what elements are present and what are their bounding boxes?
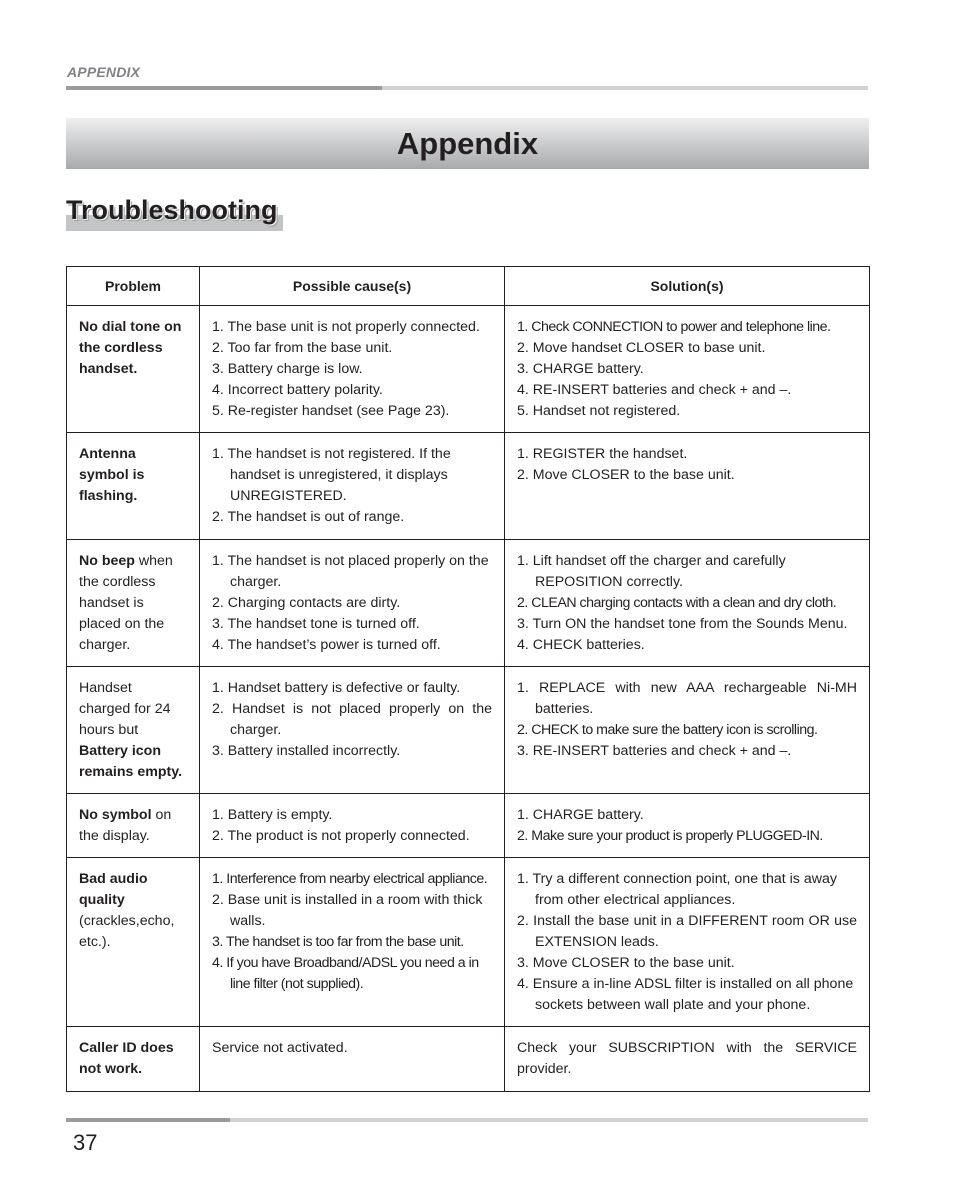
section-heading: Troubleshooting [66,195,278,225]
solution-item: 2. Install the base unit in a DIFFERENT room OR use EXTENSION leads. [517,913,857,950]
cause-item: Service not activated. [212,1040,348,1056]
solution-cell [505,858,870,1027]
solution-item: 4. CHECK batteries. [517,637,645,653]
table-row [67,540,870,667]
cause-item: 2. Too far from the base unit. [212,340,393,356]
table-row [67,1027,870,1092]
solution-cell [505,540,870,667]
problem-cell [67,1027,200,1092]
solution-item: 4. RE-INSERT batteries and check + and –. [517,382,792,398]
cause-cell [200,858,505,1027]
problem-text-bold: No beep [79,553,135,569]
solution-item: Check your SUBSCRIPTION with the SERVICE provider. [517,1040,857,1077]
solution-item: 5. Handset not registered. [517,403,681,419]
solution-item: 2. Make sure your product is properly PLUGGED-IN. [517,828,823,844]
footer-rule [66,1118,868,1122]
cause-item: 2. Charging contacts are dirty. [212,595,401,611]
cause-item: 1. Battery is empty. [212,807,333,823]
problem-cell [67,667,200,794]
solution-item: 3. RE-INSERT batteries and check + and –. [517,743,792,759]
problem-cell [67,433,200,540]
problem-text: when the cordless handset is placed on the charger. [79,553,173,653]
solution-item: 2. CHECK to make sure the battery icon is scrolling. [517,722,818,738]
table-header-row [67,267,870,306]
cause-cell [200,433,505,540]
problem-text-bold: No symbol [79,807,152,823]
cause-item: 3. Battery installed incorrectly. [212,743,401,759]
solution-cell [505,433,870,540]
problem-text: (crackles,echo, etc.). [79,913,175,950]
solution-cell [505,667,870,794]
table-row [67,794,870,858]
problem-text: Handset charged for 24 hours but [79,680,171,738]
header-problem: Problem [67,267,200,306]
solution-item: 2. Move handset CLOSER to base unit. [517,340,766,356]
problem-text-bold: Bad audio quality [79,871,148,908]
table-row [67,433,870,540]
solution-item: 3. CHARGE battery. [517,361,644,377]
solution-item: 1. Check CONNECTION to power and telephone line. [517,319,831,335]
problem-text-bold: Battery icon remains empty. [79,743,183,780]
cause-item: 2. The product is not properly connected. [212,828,470,844]
cause-item: 1. The base unit is not properly connected. [212,319,480,335]
cause-item: 4. Incorrect battery polarity. [212,382,383,398]
cause-cell [200,794,505,858]
problem-cell [67,306,200,433]
solution-item: 1. Lift handset off the charger and carefully REPOSITION correctly. [517,553,786,590]
table-row [67,306,870,433]
cause-cell [200,540,505,667]
solution-item: 1. Try a different connection point, one that is away from other electrical appliances. [517,871,837,908]
troubleshooting-table [66,266,870,1092]
solution-item: 4. Ensure a in-line ADSL filter is installed on all phone sockets between wall plate and your phone. [517,976,854,1013]
problem-text: Caller ID does not work. [79,1040,174,1077]
header-cause: Possible cause(s) [200,267,505,306]
solution-cell [505,306,870,433]
problem-text: No dial tone on the cordless handset. [79,319,182,377]
cause-item: 1. The handset is not registered. If the handset is unregistered, it displays UNREGISTERED. [212,446,451,504]
problem-cell [67,794,200,858]
troubleshooting-heading [66,195,283,235]
cause-cell [200,667,505,794]
header-solution: Solution(s) [505,267,870,306]
cause-item: 2. Handset is not placed properly on the charger. [212,701,492,738]
page-title: Appendix [396,125,539,161]
cause-item: 5. Re-register handset (see Page 23). [212,403,450,419]
table-row [67,858,870,1027]
solution-cell [505,1027,870,1092]
solution-item: 3. Move CLOSER to the base unit. [517,955,735,971]
section-label: APPENDIX [67,64,141,80]
solution-item: 3. Turn ON the handset tone from the Sounds Menu. [517,616,848,632]
problem-text: Antenna symbol is flashing. [79,446,145,504]
solution-item: 2. CLEAN charging contacts with a clean and dry cloth. [517,595,837,611]
cause-item: 2. The handset is out of range. [212,509,405,525]
cause-item: 1. Handset battery is defective or faulty. [212,680,461,696]
solution-item: 1. REPLACE with new AAA rechargeable Ni-MH batteries. [517,680,857,717]
solution-item: 2. Move CLOSER to the base unit. [517,467,735,483]
page-number: 37 [73,1130,98,1155]
problem-text: on the display. [79,807,172,844]
cause-item: 3. Battery charge is low. [212,361,363,377]
problem-cell [67,858,200,1027]
cause-item: 4. The handset’s power is turned off. [212,637,441,653]
cause-item: 2. Base unit is installed in a room with thick walls. [212,892,483,929]
cause-item: 1. Interference from nearby electrical appliance. [212,871,488,887]
solution-item: 1. CHARGE battery. [517,807,644,823]
table-row [67,667,870,794]
cause-cell [200,1027,505,1092]
cause-cell [200,306,505,433]
solution-item: 1. REGISTER the handset. [517,446,688,462]
solution-cell [505,794,870,858]
cause-item: 3. The handset tone is turned off. [212,616,420,632]
problem-cell [67,540,200,667]
appendix-banner [66,118,869,169]
cause-item: 3. The handset is too far from the base unit. [212,934,464,950]
cause-item: 1. The handset is not placed properly on the charger. [212,553,489,590]
header-rule [66,86,868,90]
cause-item: 4. If you have Broadband/ADSL you need a in line filter (not supplied). [212,955,479,992]
